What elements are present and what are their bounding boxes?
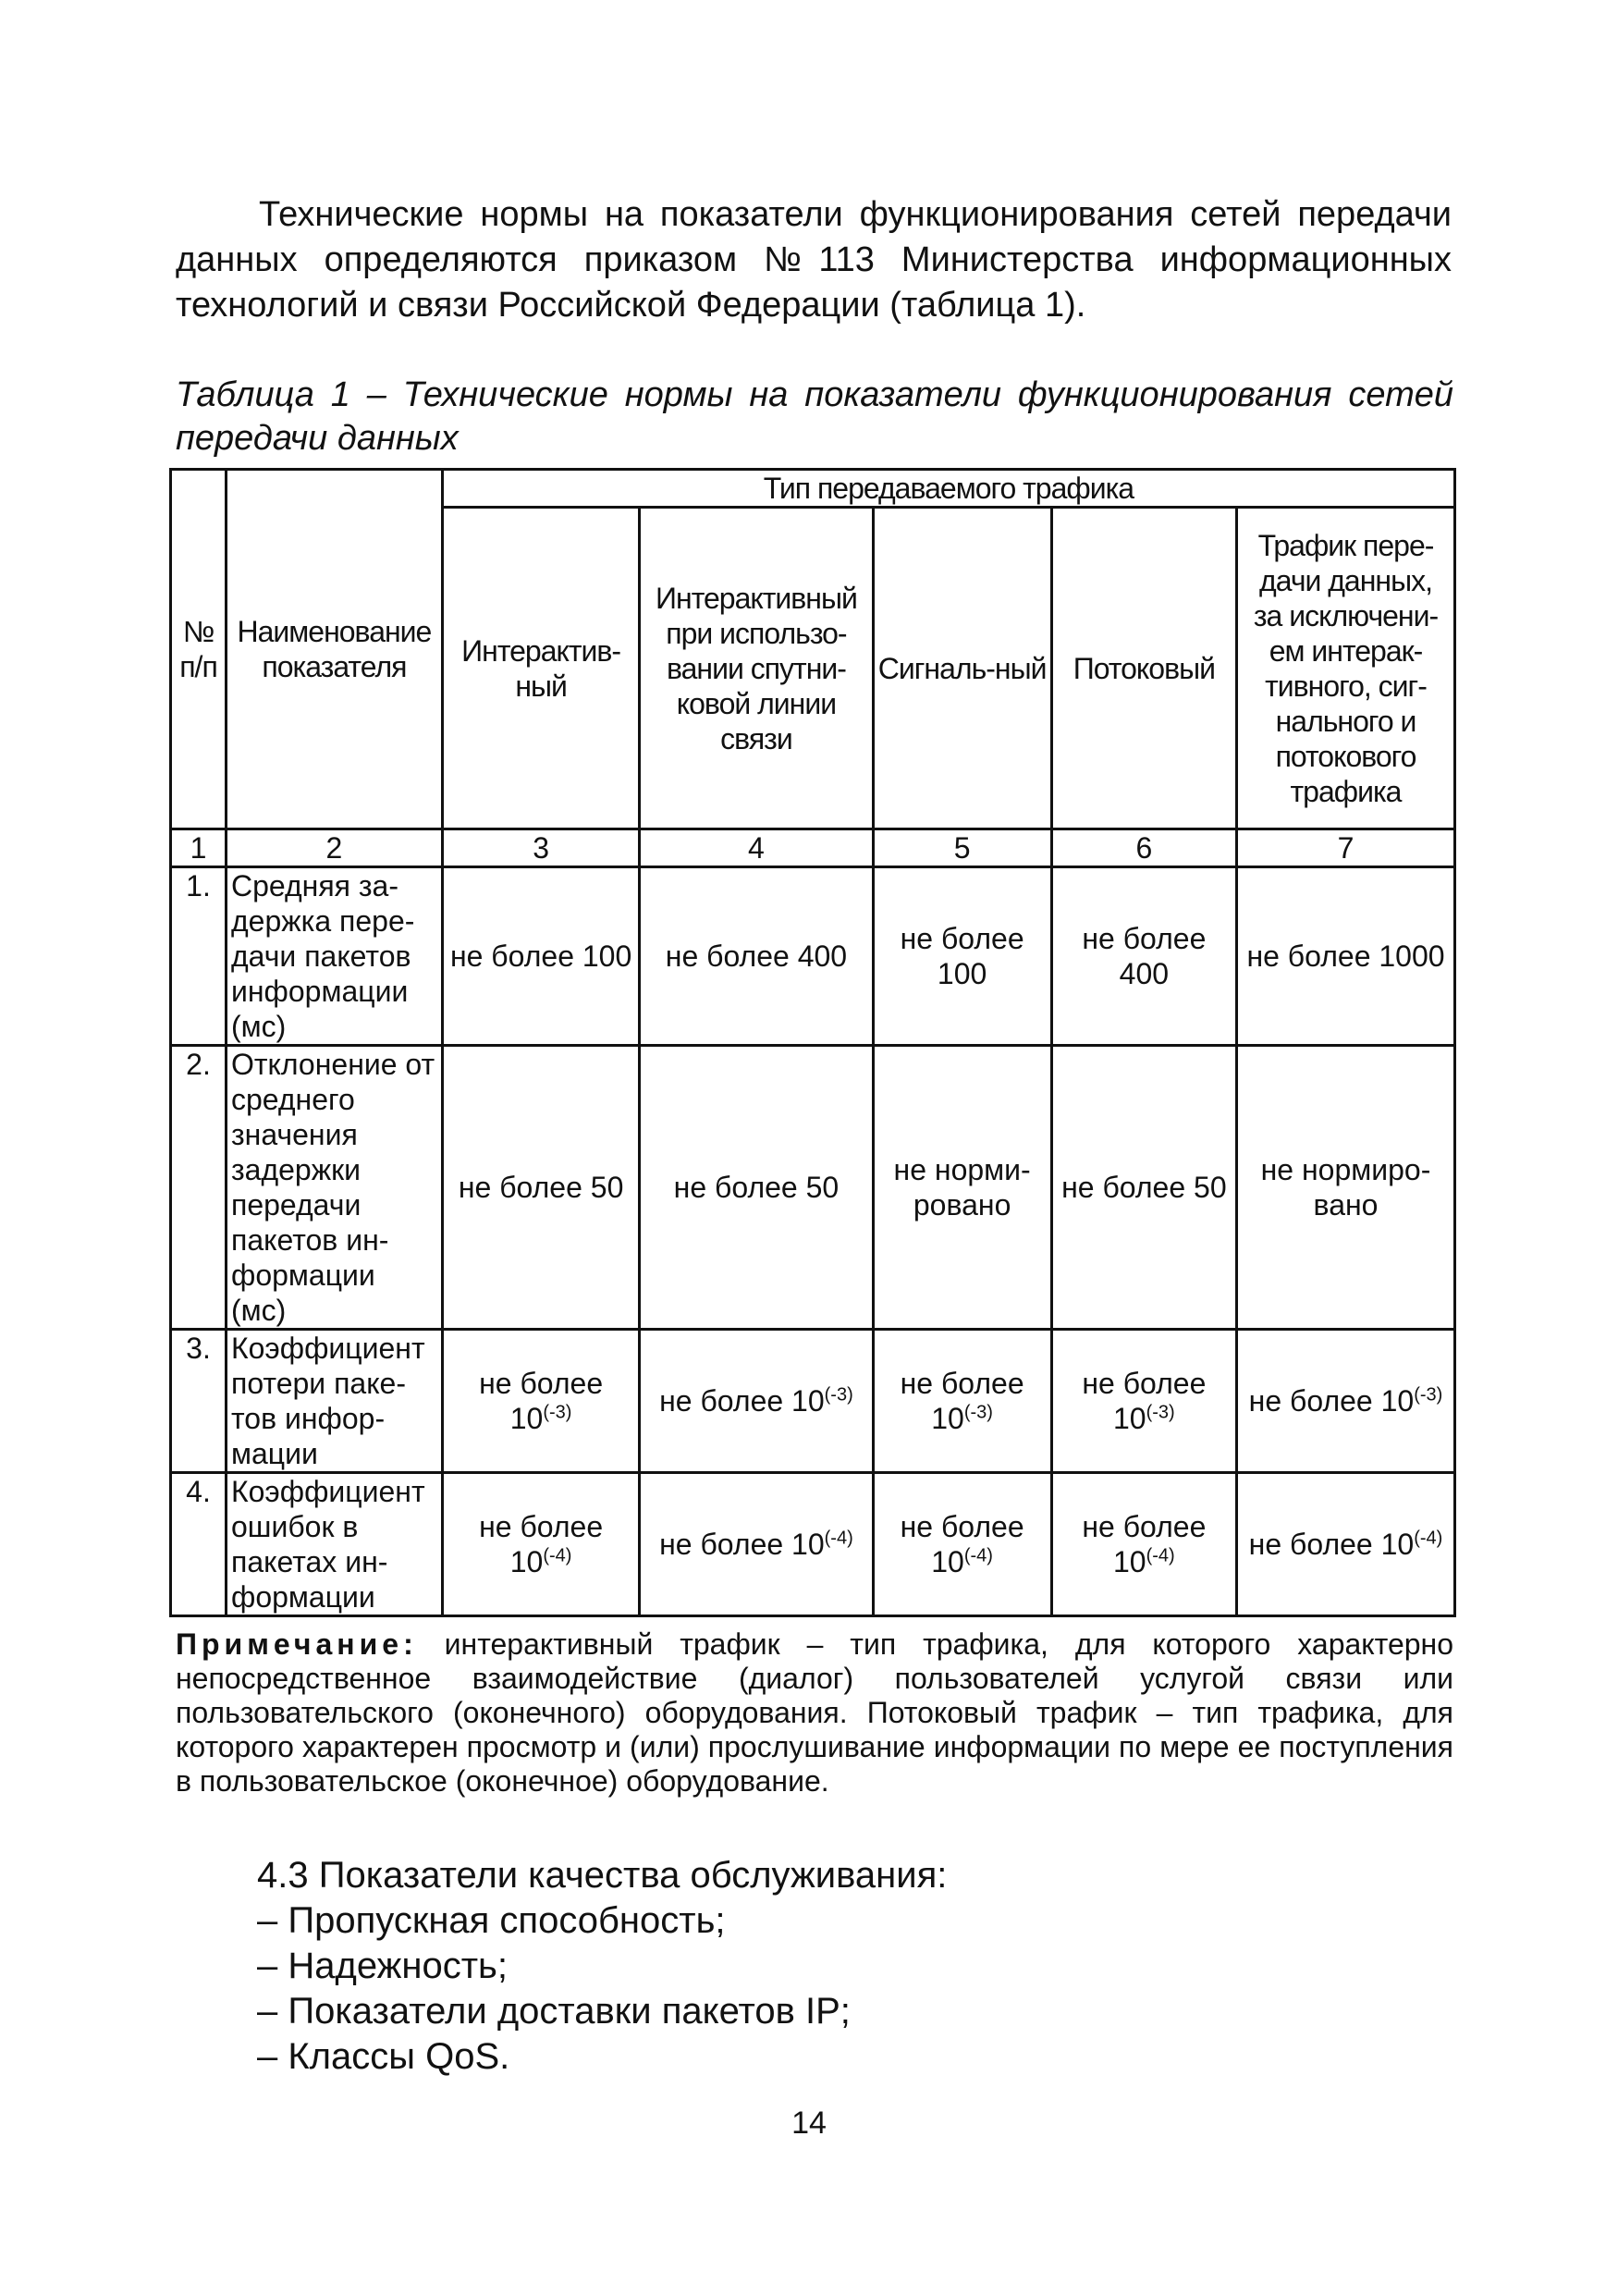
column-number: 6	[1051, 829, 1236, 867]
norm-exponent: (-4)	[963, 1545, 993, 1566]
norm-value-text: не более 10	[479, 1367, 604, 1435]
norm-value	[1051, 1473, 1236, 1616]
norm-value	[640, 1046, 873, 1330]
section-list-item: – Показатели доставки пакетов IP;	[257, 1991, 851, 2032]
norm-value-text: не более 100	[449, 939, 632, 973]
section-list-item: – Пропускная способность;	[257, 1900, 726, 1941]
norm-value-text: не более 10	[900, 1367, 1024, 1435]
norm-value	[873, 1473, 1051, 1616]
indicator-name: Средняя за-держка пере-дачи пакетов информации (мс)	[226, 867, 442, 1046]
indicator-name: Коэффициент потери паке-тов инфор-мации	[226, 1330, 442, 1473]
norm-value	[442, 1473, 640, 1616]
column-number: 5	[873, 829, 1051, 867]
header-traffic-type: Тип передаваемого трафика	[442, 470, 1454, 508]
norm-value-text: не более 50	[1061, 1171, 1227, 1204]
indicator-name: Коэффициент ошибок в пакетах ин-формации	[226, 1473, 442, 1616]
norm-value-text: не более 400	[665, 939, 848, 973]
norm-value-text: не более 10	[1082, 1367, 1207, 1435]
table-note	[176, 1627, 1453, 1799]
norm-value-text: не более 50	[673, 1171, 840, 1204]
column-number: 2	[226, 829, 442, 867]
norm-value-text: не более 10	[900, 1510, 1024, 1578]
table-row	[171, 867, 1455, 1046]
norm-value-text: не более 10	[659, 1528, 825, 1561]
norm-exponent: (-4)	[543, 1545, 572, 1566]
table-caption: Таблица 1 – Технические нормы на показатели функционирования сетей передачи данных	[176, 375, 1453, 458]
column-number: 3	[442, 829, 640, 867]
norm-exponent: (-3)	[824, 1384, 853, 1406]
column-number: 1	[171, 829, 227, 867]
row-number: 1.	[171, 867, 227, 1046]
norm-value	[873, 1046, 1051, 1330]
intro-paragraph: Технические нормы на показатели функционирования сетей передачи данных определяются приказом №113 Министерства информационных технологий и связи Российской Федерации (таблица 1).	[176, 195, 1452, 325]
norm-exponent: (-4)	[1146, 1545, 1175, 1566]
norm-value	[1051, 1046, 1236, 1330]
norms-table	[169, 468, 1456, 1617]
norm-value-text: не более 10	[659, 1384, 825, 1418]
section-list-item: – Надежность;	[257, 1946, 508, 1986]
section-title: 4.3 Показатели качества обслуживания:	[257, 1855, 948, 1896]
norm-value	[442, 1046, 640, 1330]
norm-value-text: не более 10	[1248, 1528, 1415, 1561]
column-number: 4	[640, 829, 873, 867]
note-text: интерактивный трафик – тип трафика, для которого характерно непосредственное взаимодействие (диалог) пользователей услугой связи или пользовательского (оконечного) оборудования. Потоковый трафик – тип трафика, для которого характерен просмотр и (или) прослушивание информации по мере ее поступления в пользовательское (оконечное) оборудование.	[176, 1627, 1454, 1798]
norm-value-text: не более 1000	[1246, 939, 1445, 973]
norm-value	[1237, 1046, 1455, 1330]
norm-value	[1051, 867, 1236, 1046]
norm-value	[640, 1330, 873, 1473]
column-number: 7	[1237, 829, 1455, 867]
row-number: 3.	[171, 1330, 227, 1473]
indicator-name: Отклонение от среднего значения задержки передачи пакетов ин-формации (мс)	[226, 1046, 442, 1330]
norm-value-text: не более 10	[479, 1510, 604, 1578]
row-number: 4.	[171, 1473, 227, 1616]
norm-value	[640, 1473, 873, 1616]
norm-value	[640, 867, 873, 1046]
norm-exponent: (-3)	[1414, 1384, 1443, 1406]
norm-exponent: (-3)	[543, 1402, 572, 1423]
header-type: Потоковый	[1051, 508, 1236, 829]
norm-value-text: не более 10	[1248, 1384, 1415, 1418]
section-list-item: – Классы QoS.	[257, 2036, 510, 2077]
column-number-row	[171, 829, 1455, 867]
norm-exponent: (-3)	[1146, 1402, 1175, 1423]
norm-value-text: не норми-ровано	[893, 1153, 1031, 1222]
note-label: Примечание:	[176, 1627, 418, 1661]
norm-value-text: не нормиро-вано	[1260, 1153, 1431, 1222]
norm-value-text: не более 100	[900, 922, 1024, 990]
norm-exponent: (-4)	[824, 1528, 853, 1549]
norm-value	[873, 1330, 1051, 1473]
section-qos	[257, 1853, 947, 2080]
norm-value	[442, 1330, 640, 1473]
table-row	[171, 1046, 1455, 1330]
page-number: 14	[791, 2106, 827, 2141]
table-row	[171, 1330, 1455, 1473]
norm-value-text: не более 10	[1082, 1510, 1207, 1578]
norm-value	[873, 867, 1051, 1046]
norm-value	[1051, 1330, 1236, 1473]
norm-value	[1237, 1473, 1455, 1616]
norm-value	[442, 867, 640, 1046]
header-name: Наименование показателя	[226, 470, 442, 829]
table-row	[171, 1473, 1455, 1616]
norm-value	[1237, 1330, 1455, 1473]
row-number: 2.	[171, 1046, 227, 1330]
norm-value-text: не более 400	[1082, 922, 1207, 990]
header-type: Интерактив-ный	[442, 508, 640, 829]
norm-value	[1237, 867, 1455, 1046]
header-type: Интерактивный при использо-вании спутни-ковой линии связи	[640, 508, 873, 829]
norm-exponent: (-3)	[963, 1402, 993, 1423]
header-type: Сигналь-ный	[873, 508, 1051, 829]
header-num: № п/п	[171, 470, 227, 829]
norm-exponent: (-4)	[1414, 1528, 1443, 1549]
header-type: Трафик пере-дачи данных, за исключени-ем интерак-тивного, сиг-нального и потокового трафика	[1237, 508, 1455, 829]
norm-value-text: не более 50	[458, 1171, 624, 1204]
